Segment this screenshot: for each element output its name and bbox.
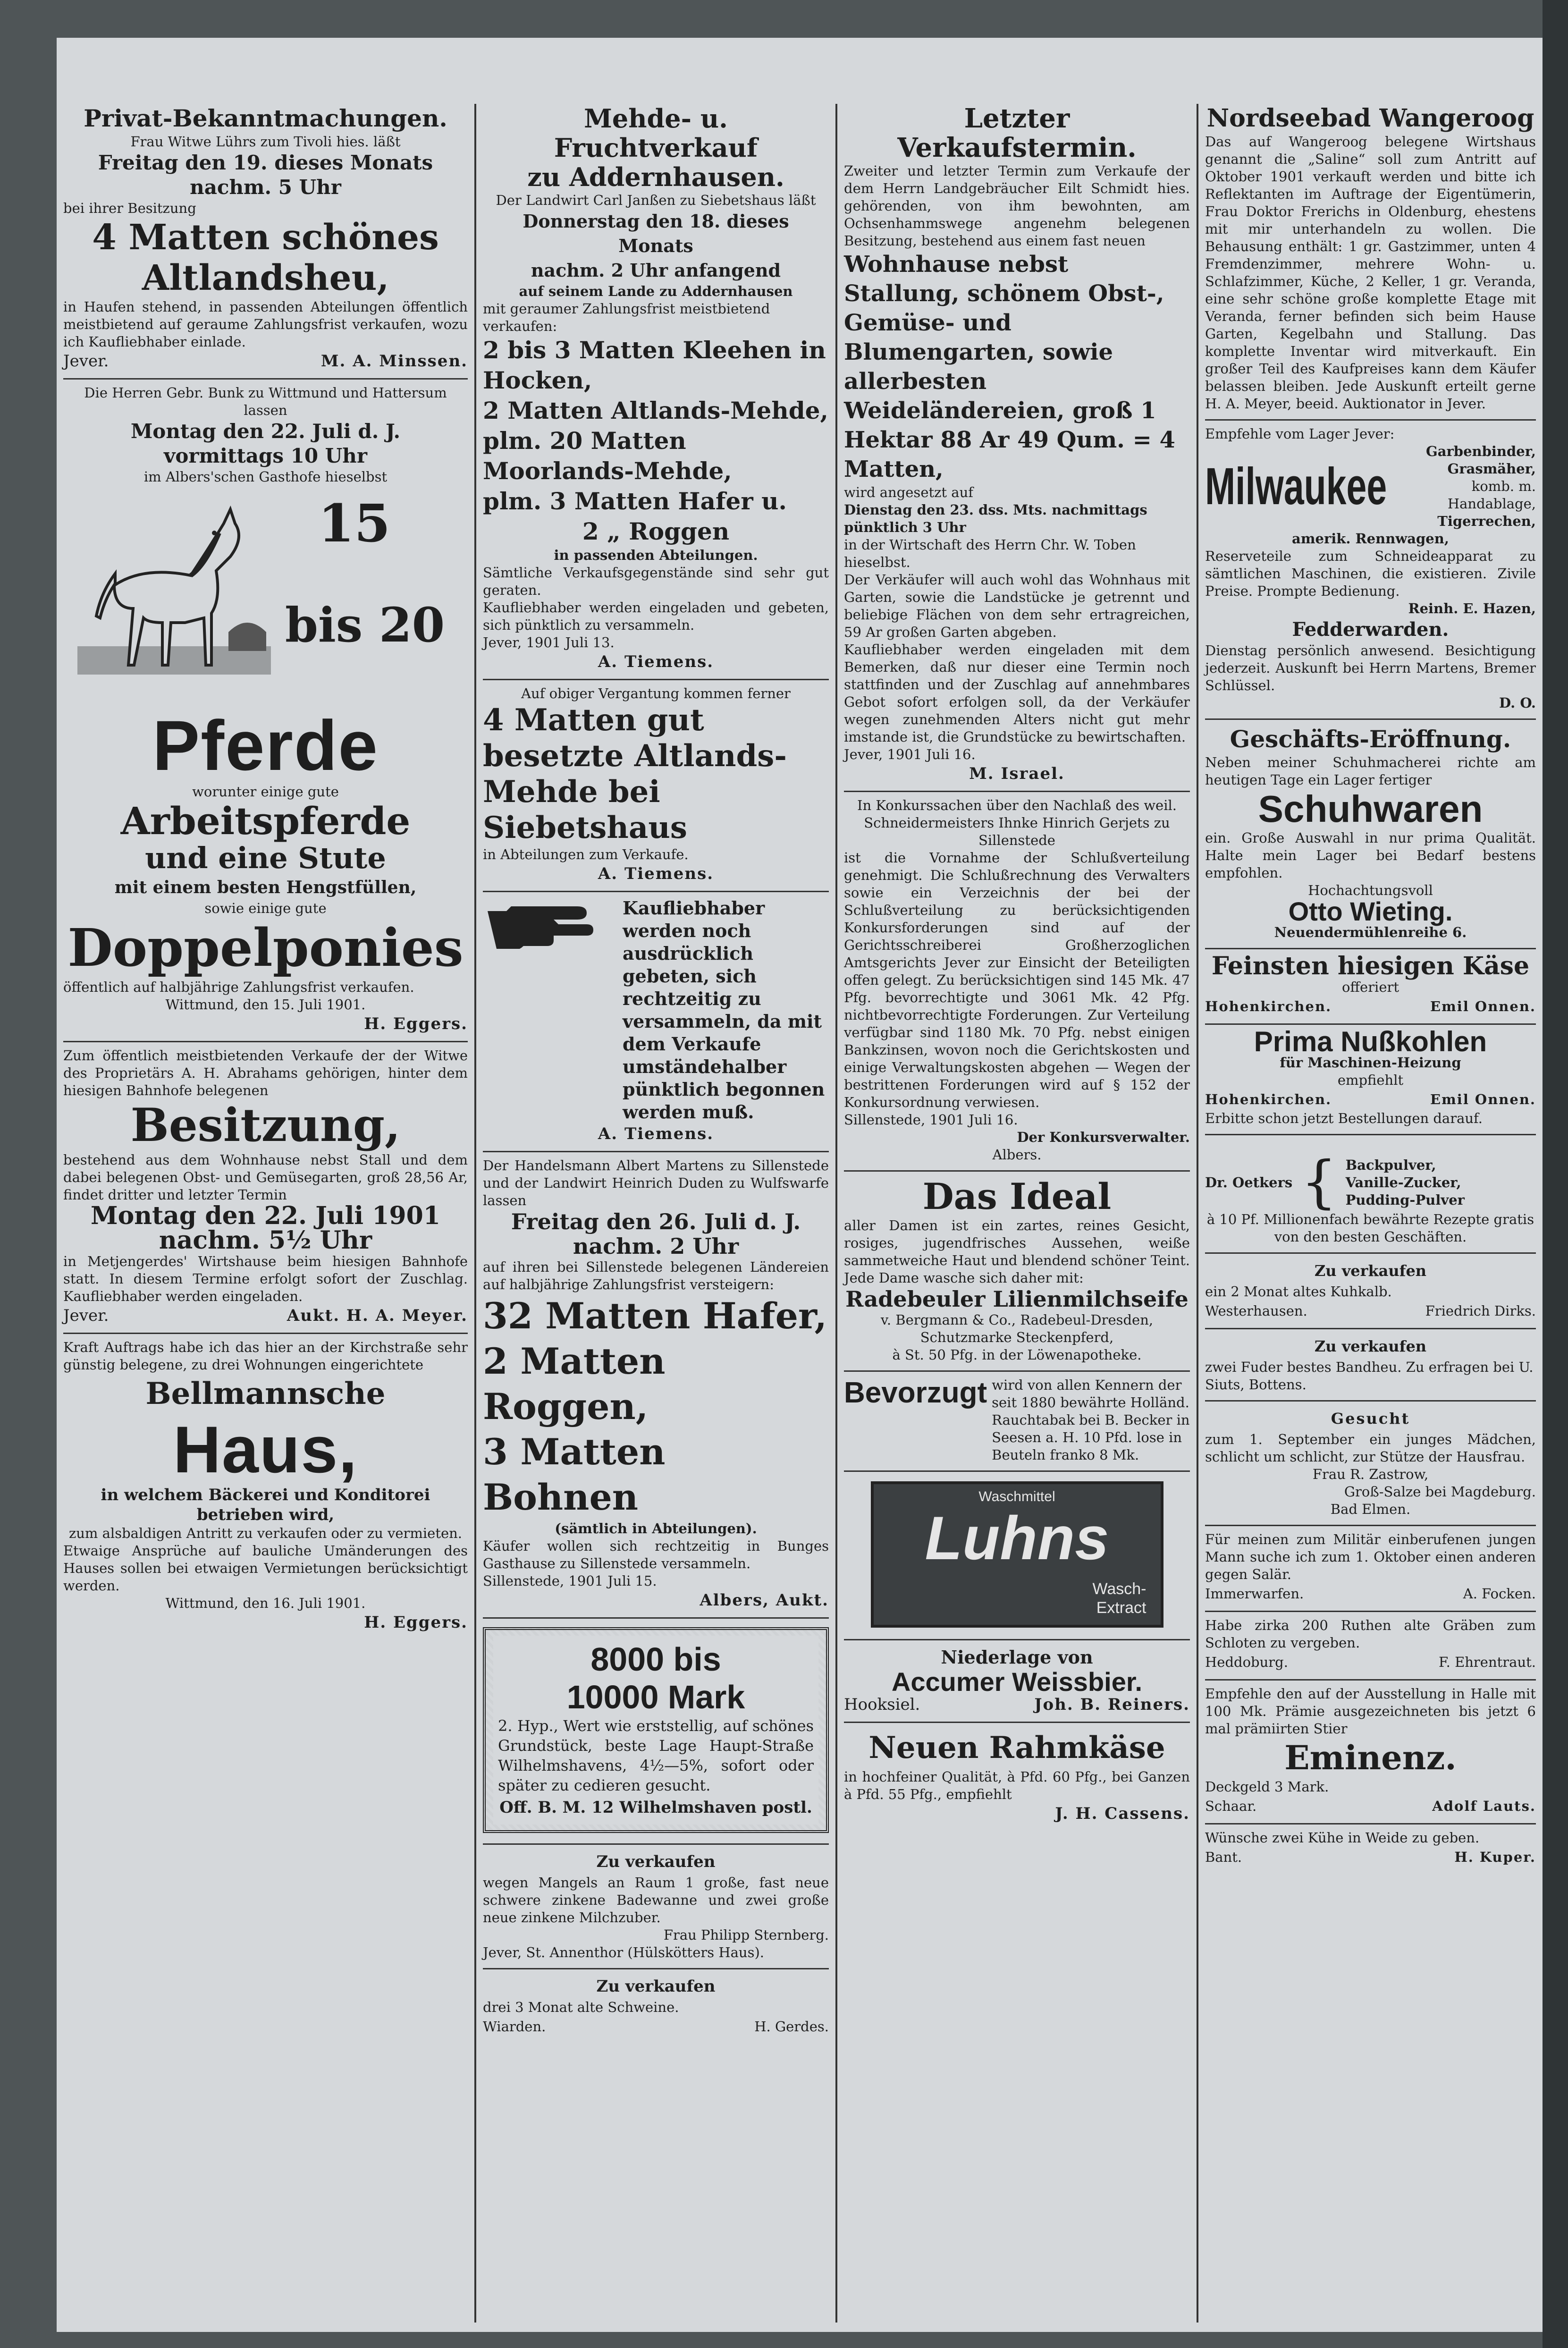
sale-item: 2 Matten Roggen, <box>483 1340 666 1427</box>
ad-body: öffentlich auf halbjährige Zahlungsfrist verkaufen. <box>63 979 414 995</box>
ad-subtitle: für Maschinen-Heizung <box>1280 1055 1461 1071</box>
newspaper-page <box>57 38 1543 2332</box>
ad-bull <box>1205 1681 1536 1824</box>
ad-title: Radebeuler Lilienmilchseife <box>845 1286 1189 1312</box>
product-item: Garbenbinder, <box>1425 443 1536 459</box>
column-2 <box>476 99 835 2327</box>
ad-body: Kaufliebhaber werden eingeladen und gebeten, sich pünktlich zu versammeln. <box>483 600 829 633</box>
ad-body: Wünsche zwei Kühe in Weide zu geben. <box>1205 1830 1480 1846</box>
ad-dateline: Sillenstede, 1901 Juli 15. <box>483 1573 657 1589</box>
ad-bankruptcy-notice <box>844 792 1190 1172</box>
ad-heading: Nordseebad Wangeroog <box>1206 104 1534 133</box>
ad-heading: zu Addernhausen. <box>527 162 784 192</box>
ad-place: Neuendermühlenreihe 6. <box>1274 924 1467 940</box>
horse-illustration-icon <box>73 490 276 693</box>
sale-item: 3 Matten Bohnen <box>483 1431 666 1518</box>
ad-dateline: Sillenstede, 1901 Juli 16. <box>844 1112 1018 1128</box>
ad-title: 4 Matten schönes <box>92 217 439 258</box>
ad-body: Dienstag persönlich anwesend. Besichtigung jederzeit. Auskunft bei Herrn Martens, Bremer Schlüssel. <box>1205 642 1536 693</box>
sale-item: 32 Matten Hafer, <box>483 1295 827 1337</box>
column-4 <box>1198 99 1543 2327</box>
ad-place: auf seinem Lande zu Addernhausen <box>519 283 793 299</box>
ad-intro: Frau Witwe Lührs zum Tivoli hies. läßt <box>130 134 401 150</box>
ad-heading: Zu verkaufen <box>1314 1262 1427 1280</box>
horse-count-to: bis 20 <box>285 597 445 653</box>
ad-body: drei 3 Monat alte Schweine. <box>483 1999 679 2015</box>
ad-signature: A. Tiemens. <box>598 864 714 883</box>
ad-signature: H. Eggers. <box>364 1014 468 1033</box>
ad-heading: Geschäfts-Eröffnung. <box>1230 725 1511 753</box>
ad-title: Neuen Rahmkäse <box>868 1730 1165 1765</box>
ad-mehde-sale <box>483 99 829 680</box>
ad-place: Hohenkirchen. <box>1205 998 1332 1014</box>
ad-signature: Der Konkursverwalter. <box>1017 1129 1190 1145</box>
ad-body: Etwaige Ansprüche auf bauliche Umänderungen des Hauses sollen bei etwaigen Vermietungen berücksichtigt werden. <box>63 1543 468 1594</box>
ad-oetker: Dr. Oetkers { Backpulver, Vanille-Zucker, Pudding-Pulver à 10 Pf. Millionenfach bewährte Rezepte gratis von den besten Geschäften. <box>1205 1135 1536 1254</box>
ad-date: Freitag den 26. Juli d. J. <box>511 1209 801 1234</box>
ad-coal <box>1205 1025 1536 1135</box>
pointing-hand-icon <box>483 897 615 949</box>
ad-body: Für meinen zum Militär einberufenen jungen Mann suche ich zum 1. Oktober einen anderen gegen Salär. <box>1205 1531 1536 1582</box>
ad-signature: H. Eggers. <box>364 1613 468 1632</box>
ad-place: Bant. <box>1205 1849 1242 1865</box>
ad-title: Feinsten hiesigen Käse <box>1211 952 1530 980</box>
ad-title: Das Ideal <box>922 1175 1112 1217</box>
ad-subtitle: empfiehlt <box>1337 1072 1404 1088</box>
sale-item: 2 bis 3 Matten Kleehen in Hocken, <box>483 336 826 394</box>
ad-body: bestehend aus dem Wohnhause nebst Stall und dem dabei belegenen Obst- und Gemüsegarten, groß 28,56 Ar, findet dritter und letzter Termin <box>63 1152 468 1203</box>
sale-item: 2 Matten Altlands-Mehde, <box>483 397 828 424</box>
ad-place: Hooksiel. <box>844 1695 920 1714</box>
ad-signature: Emil Onnen. <box>1430 1091 1536 1107</box>
ad-title: Bevorzugt <box>844 1377 987 1409</box>
ad-intro: Neben meiner Schuhmacherei richte am heutigen Tage ein Lager fertiger <box>1205 754 1536 788</box>
page-binding-edge <box>1543 0 1568 2348</box>
ad-subtitle: offeriert <box>1341 979 1399 995</box>
ad-subtitle: worunter einige gute <box>192 784 339 800</box>
ad-hay-fuder <box>1205 1329 1536 1402</box>
ad-signature: Off. B. M. 12 Wilhelmshaven postl. <box>499 1798 812 1817</box>
ad-body: in Metjengerdes' Wirtshause beim hiesigen Bahnhofe statt. In diesem Termine erfolgt sofort der Zuschlag. Kaufliebhaber werden eingeladen. <box>63 1253 468 1304</box>
ad-body: à St. 50 Pfg. in der Löwenapotheke. <box>892 1347 1142 1363</box>
ad-dateline: Jever, 1901 Juli 13. <box>483 634 615 650</box>
ad-place: im Albers'schen Gasthofe hieselbst <box>143 469 388 485</box>
ad-horse-sale <box>63 380 468 1042</box>
ad-signature: Reinh. E. Hazen, <box>1408 600 1536 617</box>
ad-soap <box>844 1172 1190 1372</box>
ad-place: Westerhausen. <box>1205 1303 1307 1319</box>
ad-body: Empfehle den auf der Ausstellung in Halle mit 100 Mk. Prämie ausgezeichneten bis jetzt 6 mal prämiirten Stier <box>1205 1686 1536 1737</box>
ad-body: wird von allen Kennern der seit 1880 bewährte Holländ. Rauchtabak bei B. Becker in Seesen a. H. 10 Pfd. lose in Beuteln franko 8 Mk. <box>992 1377 1190 1463</box>
ad-intro: In Konkurssachen über den Nachlaß des weil. Schneidermeisters Ihnke Hinrich Gerjets zu Sillenstede <box>857 797 1177 848</box>
ad-note: Erbitte schon jetzt Bestellungen darauf. <box>1205 1110 1483 1126</box>
ad-heading: Zu verkaufen <box>1314 1337 1427 1355</box>
ad-local-cheese <box>1205 949 1536 1025</box>
ad-subtitle: mit einem besten Hengstfüllen, <box>114 878 417 897</box>
ad-body: amerik. Rennwagen, <box>1292 531 1449 547</box>
ad-place: Jever. <box>63 1306 109 1325</box>
ad-place: Hohenkirchen. <box>1205 1091 1332 1107</box>
ad-body: Habe zirka 200 Ruthen alte Gräben zum Schloten zu vergeben. <box>1205 1617 1536 1651</box>
ad-luhns <box>844 1472 1190 1640</box>
ad-body: ein 2 Monat altes Kuhkalb. <box>1205 1284 1392 1300</box>
ad-place: Groß-Salze bei Magdeburg. <box>1344 1484 1536 1500</box>
ad-body: zum 1. September ein junges Mädchen, schlicht um schlicht, zur Stütze der Hausfrau. <box>1205 1431 1536 1465</box>
sale-item: plm. 20 Matten Moorlands-Mehde, <box>483 427 732 485</box>
ad-body: 2. Hyp., Wert wie erststellig, auf schönes Grundstück, beste Lage Haupt-Straße Wilhelmshavens, 4½—5%, sofort oder später zu cedieren gesucht. <box>498 1717 814 1794</box>
ad-mehde-additional <box>483 680 829 892</box>
ad-signature: Emil Onnen. <box>1430 998 1536 1014</box>
ad-body: Reserveteile zum Schneideapparat zu sämtlichen Maschinen, die existieren. Zivile Preise. Prompte Bedienung. <box>1205 548 1536 599</box>
ad-place: Bad Elmen. <box>1330 1501 1411 1517</box>
product-item: Tigerrechen, <box>1437 513 1536 529</box>
ad-time: nachm. 2 Uhr anfangend <box>531 260 781 281</box>
ad-subtitle: sowie einige gute <box>204 900 327 916</box>
ad-buyer-notice <box>483 892 829 1152</box>
ad-ditches <box>1205 1612 1536 1681</box>
ad-place: mit geraumer Zahlungsfrist meistbietend verkaufen: <box>483 301 770 334</box>
ad-signature: Adolf Lauts. <box>1432 1798 1536 1814</box>
ad-title: Altlandsheu, <box>142 258 389 298</box>
ad-title-milwaukee: Milwaukee <box>1205 457 1387 515</box>
ad-signature: M. Israel. <box>969 764 1065 783</box>
ad-title: 4 Matten gut besetzte Altlands-Mehde bei Siebetshaus <box>483 702 787 845</box>
ad-dateline: Wittmund, den 16. Juli 1901. <box>165 1595 366 1611</box>
ad-body: Sämtliche Verkaufsgegenstände sind sehr gut geraten. <box>483 565 829 598</box>
ad-body: in hochfeiner Qualität, à Pfd. 60 Pfg., bei Ganzen à Pfd. 55 Pfg., empfiehlt <box>844 1769 1190 1802</box>
product-item: Vanille-Zucker, <box>1345 1174 1461 1191</box>
ad-title: Prima Nußkohlen <box>1254 1026 1487 1057</box>
ad-calf-sale <box>1205 1254 1536 1329</box>
ad-intro: Empfehle vom Lager Jever: <box>1205 426 1395 442</box>
ad-body: Kraft Auftrags habe ich das hier an der Kirchstraße sehr günstig belegene, zu drei Wohnungen eingerichtete <box>63 1339 468 1373</box>
ad-tobacco <box>844 1372 1190 1472</box>
ad-body: ist die Vornahme der Schlußverteilung genehmigt. Die Schlußrechnung des Verwalters sowie ein Verzeichnis der bei der Schlußverteilung zu berücksichtigenden Konkursforderungen sind auf der Gerichtsschreiberei Großherzoglichen Amtsgerichts Jever zur Einsicht der Beteiligten offen gelegt. Zu berücksichtigen sind 145 Mk. 47 Pfg. bevorrechtigte und 3061 Mk. 42 Pfg. nichtbevorrechtigte Forderungen. Zur Verteilung verfügbar sind 1180 Mk. 70 Pfg. nebst einigen Bankzinsen, wovon noch die Gerichtskosten und einige Verwaltungskosten abgehen — Wegen der bestrittenen Forderungen wird auf § 152 der Konkursordnung verwiesen. <box>844 850 1190 1110</box>
ad-signature: Albers, Aukt. <box>700 1591 829 1610</box>
ad-place: Schaar. <box>1205 1798 1257 1814</box>
brand-name: Dr. Oetkers <box>1205 1174 1293 1191</box>
ad-body: Das auf Wangeroog belegene Wirtshaus genannt die „Saline“ soll zum Antritt auf Oktober 1901 verkauft werden und bitte ich Reflektanten im Auftrage der Eigentümerin, Frau Doktor Frerichs in Oldenburg, ehestens mit mir unterhandeln zu wollen. Die Behausung enthält: 1 gr. Gastzimmer, unten 4 Fremdenzimmer, mehrere Wohn- u. Schlafzimmer, Küche, 2 Keller, 1 gr. Veranda, eine sehr schöne große komplette Etage mit Veranda, ferner befinden sich beim Hause Garten, Kegelbahn und Stallung. Das komplette Inventar wird mitverkauft. Ein großer Teil des Kaufpreises kann dem Käufer belassen bleiben. Jede Auskunft erteilt gerne H. A. Meyer, beeid. Auktionator in Jever. <box>1205 134 1536 412</box>
ad-intro: Der Landwirt Carl Janßen zu Siebetshaus läßt <box>496 192 816 208</box>
ad-date: Donnerstag den 18. dieses Monats <box>523 211 789 256</box>
ad-body: Käufer wollen sich rechtzeitig in Bunges Gasthause zu Sillenstede versammeln. <box>483 1538 829 1571</box>
logo-text: Extract <box>1096 1599 1146 1617</box>
column-1 <box>57 99 474 2327</box>
ad-signature: A. Tiemens. <box>598 1124 714 1143</box>
ad-title: 10000 Mark <box>566 1679 745 1715</box>
ad-date: Montag den 22. Juli 1901 <box>91 1201 440 1230</box>
ad-title: und eine Stute <box>145 841 386 875</box>
sale-item: plm. 3 Matten Hafer u. <box>483 487 787 515</box>
logo-text: Luhns <box>925 1503 1109 1572</box>
ad-subtitle: (sämtlich in Abteilungen). <box>555 1520 757 1537</box>
ad-servant-wanted <box>1205 1526 1536 1612</box>
ad-shoe-shop <box>1205 720 1536 949</box>
ad-body: Kaufliebhaber werden noch ausdrücklich gebeten, sich rechtzeitig zu versammeln, da mit dem Verkaufe umständehalber pünktlich begonnen werden muß. <box>623 897 825 1123</box>
ad-place: Heddoburg. <box>1205 1654 1288 1670</box>
ad-wangeroog <box>1205 99 1536 421</box>
luhns-logo <box>871 1481 1163 1628</box>
ad-dateline: Jever, 1901 Juli 16. <box>844 746 976 762</box>
ad-title-haus: Haus, <box>173 1412 358 1487</box>
ad-place: Fedderwarden. <box>1292 618 1449 641</box>
ad-place: Wiarden. <box>483 2019 546 2035</box>
ad-body: v. Bergmann & Co., Radebeul-Dresden, Schutzmarke Steckenpferd, <box>880 1312 1154 1345</box>
ad-title: Accumer Weissbier. <box>891 1667 1143 1697</box>
ad-heading: Gesucht <box>1331 1410 1410 1427</box>
ad-date: Dienstag den 23. dss. Mts. nachmittags pünktlich 3 Uhr <box>844 502 1147 535</box>
ad-intro: Auf obiger Vergantung kommen ferner <box>521 685 791 701</box>
ad-cheese <box>844 1723 1190 1831</box>
ad-signature: A. Tiemens. <box>598 652 714 671</box>
ad-body: Zum öffentlich meistbietenden Verkaufe der der Witwe des Proprietärs A. H. Abrahams gehörigen, hinter dem hiesigen Bahnhofe belegenen <box>63 1047 468 1098</box>
ad-signature: D. O. <box>1499 695 1536 711</box>
ad-signature: H. Kuper. <box>1454 1849 1536 1865</box>
ad-place: Immerwarfen. <box>1205 1586 1304 1602</box>
ad-time: nachm. 5½ Uhr <box>159 1226 372 1255</box>
ad-maid-wanted <box>1205 1402 1536 1526</box>
ad-pigs-sale <box>483 1969 829 2044</box>
ad-title: 8000 bis <box>590 1641 721 1678</box>
ad-heading: Zu verkaufen <box>596 1852 716 1871</box>
product-item: Grasmäher, <box>1447 461 1536 477</box>
ad-heading: Mehde- u. Fruchtverkauf <box>554 103 758 163</box>
ad-title-pferde: Pferde <box>152 706 379 785</box>
ad-signature: A. Focken. <box>1463 1586 1536 1602</box>
ad-body: in der Wirtschaft des Herrn Chr. W. Toben hieselbst. <box>844 537 1136 570</box>
ad-greeting: Hochachtungsvoll <box>1308 882 1433 898</box>
ad-place: bei ihrer Besitzung <box>63 200 196 216</box>
ad-mortgage <box>483 1619 829 1845</box>
ad-time: vormittags 10 Uhr <box>164 444 367 467</box>
ad-time: nachm. 5 Uhr <box>190 176 341 199</box>
ad-intro: Niederlage von <box>941 1647 1093 1668</box>
product-item: komb. m. Handablage, <box>1447 478 1536 512</box>
ad-body: aller Damen ist ein zartes, reines Gesicht, rosiges, jugendfrisches Aussehen, weiße sammetweiche Haut und blendend schöner Teint. Jede Dame wasche sich daher mit: <box>844 1217 1190 1286</box>
ad-title: Besitzung, <box>130 1098 401 1152</box>
ad-signature: H. Gerdes. <box>754 2019 829 2035</box>
ad-house-sale <box>63 1334 468 1639</box>
ad-signature: Frau Philipp Sternberg. <box>663 1927 829 1943</box>
ad-hay-sale <box>63 99 468 380</box>
ad-body: Deckgeld 3 Mark. <box>1205 1779 1329 1795</box>
ad-last-sale-date <box>844 99 1190 792</box>
ad-property-sale <box>63 1042 468 1334</box>
ad-cows-pasture <box>1205 1824 1536 1874</box>
ad-intro: Zweiter und letzter Termin zum Verkaufe der dem Herrn Landgebräucher Eilt Schmidt hies. gehörenden, von ihm bewohnten, am Ochsenhammswege angenehm belegenen Besitzung, bestehend aus einem fast neuen <box>844 163 1190 249</box>
ad-date: Freitag den 19. dieses Monats <box>98 151 433 174</box>
ad-signature: Aukt. H. A. Meyer. <box>287 1306 468 1325</box>
ad-place: Jever, St. Annenthor (Hülskötters Haus). <box>483 1944 764 1960</box>
ad-place: Jever. <box>63 352 109 371</box>
ad-milwaukee <box>1205 421 1536 720</box>
ad-signature: Otto Wieting. <box>1288 896 1453 926</box>
ad-body: wegen Mangels an Raum 1 große, fast neue schwere zinkene Badewanne und zwei große neue zinkene Milchzuber. <box>483 1875 829 1926</box>
ad-title: Arbeitspferde <box>120 799 411 843</box>
product-item: Pudding-Pulver <box>1345 1191 1465 1208</box>
ad-signature: F. Ehrentraut. <box>1439 1654 1536 1670</box>
ad-date: Montag den 22. Juli d. J. <box>130 420 401 443</box>
section-heading: Privat-Bekanntmachungen. <box>84 104 447 132</box>
ad-title-doppelponies: Doppelponies <box>67 917 464 978</box>
ad-body: auf ihren bei Sillenstede belegenen Ländereien auf halbjährige Zahlungsfrist versteigern: <box>483 1259 829 1292</box>
logo-text: Wasch- <box>1092 1580 1146 1598</box>
sale-item: 2 „ Roggen <box>582 517 730 545</box>
ad-title: Eminenz. <box>1284 1738 1457 1777</box>
ad-crop-auction <box>483 1152 829 1619</box>
ad-dateline: Wittmund, den 15. Juli 1901. <box>165 997 366 1013</box>
ad-body: zum alsbaldigen Antritt zu verkaufen oder zu vermieten. <box>68 1525 463 1541</box>
ad-signature: M. A. Minssen. <box>320 352 468 371</box>
ad-signature: J. H. Cassens. <box>1055 1804 1190 1823</box>
ad-body: in Abteilungen zum Verkaufe. <box>483 846 689 862</box>
ad-body: zwei Fuder bestes Bandheu. Zu erfragen bei U. Siuts, Bottens. <box>1205 1359 1534 1393</box>
ad-subtitle: in passenden Abteilungen. <box>554 547 758 563</box>
ad-title: Bellmannsche <box>145 1376 386 1411</box>
ad-intro: Die Herren Gebr. Bunk zu Wittmund und Hattersum lassen <box>84 385 447 418</box>
ad-signature: Joh. B. Reiners. <box>1034 1695 1190 1714</box>
ad-title: Schuhwaren <box>1258 788 1483 830</box>
ad-heading: Zu verkaufen <box>596 1977 716 1996</box>
column-3 <box>837 99 1197 2327</box>
ad-time: nachm. 2 Uhr <box>573 1233 739 1259</box>
ad-body: à 10 Pf. Millionenfach bewährte Rezepte gratis von den besten Geschäften. <box>1206 1211 1534 1245</box>
ad-body: ein. Große Auswahl in nur prima Qualität. Halte mein Lager bei Bedarf bestens empfohlen. <box>1205 830 1536 881</box>
ad-signature: Friedrich Dirks. <box>1425 1303 1536 1319</box>
ad-body: in Haufen stehend, in passenden Abteilungen öffentlich meistbietend auf geraume Zahlungsfrist verkaufen, wozu ich Kaufliebhaber einlade. <box>63 299 468 350</box>
ad-signature: Frau R. Zastrow, <box>1312 1466 1429 1482</box>
ad-heading: Letzter Verkaufstermin. <box>897 103 1137 163</box>
ad-body: Der Verkäufer will auch wohl das Wohnhaus mit Garten, sowie die Landstücke je getrennt und beliebige Flächen von dem sehr ertragreichen, 59 Ar großen Garten abgeben. <box>844 572 1190 640</box>
ornamental-frame <box>483 1627 829 1833</box>
ad-body: wird angesetzt auf <box>844 484 973 500</box>
horse-count-from: 15 <box>318 493 391 554</box>
ad-bathtub-sale <box>483 1845 829 1969</box>
product-item: Backpulver, <box>1345 1157 1436 1173</box>
ad-weissbier <box>844 1640 1190 1723</box>
ad-body: Kaufliebhaber werden eingeladen mit dem Bemerken, daß nur dieser eine Termin noch stattfinden und der Zuschlag auf annehmbares Gebot sofort erfolgen soll, da der Verkäufer wegen zunehmenden Alters nicht gut mehr imstande ist, die Grundstücke zu bewirtschaften. <box>844 642 1190 745</box>
ad-subtitle: in welchem Bäckerei und Konditorei betrieben wird, <box>101 1486 430 1524</box>
ad-intro: Der Handelsmann Albert Martens zu Sillenstede und der Landwirt Heinrich Duden zu Wulfswarfe lassen <box>483 1157 829 1208</box>
ad-title: Wohnhause nebst Stallung, schönem Obst-, Gemüse- und Blumengarten, sowie allerbesten Weideländereien, groß 1 Hektar 88 Ar 49 Qum. = 4 Matten, <box>844 251 1175 482</box>
logo-text: Waschmittel <box>978 1489 1055 1504</box>
ad-signature: Albers. <box>992 1147 1042 1163</box>
